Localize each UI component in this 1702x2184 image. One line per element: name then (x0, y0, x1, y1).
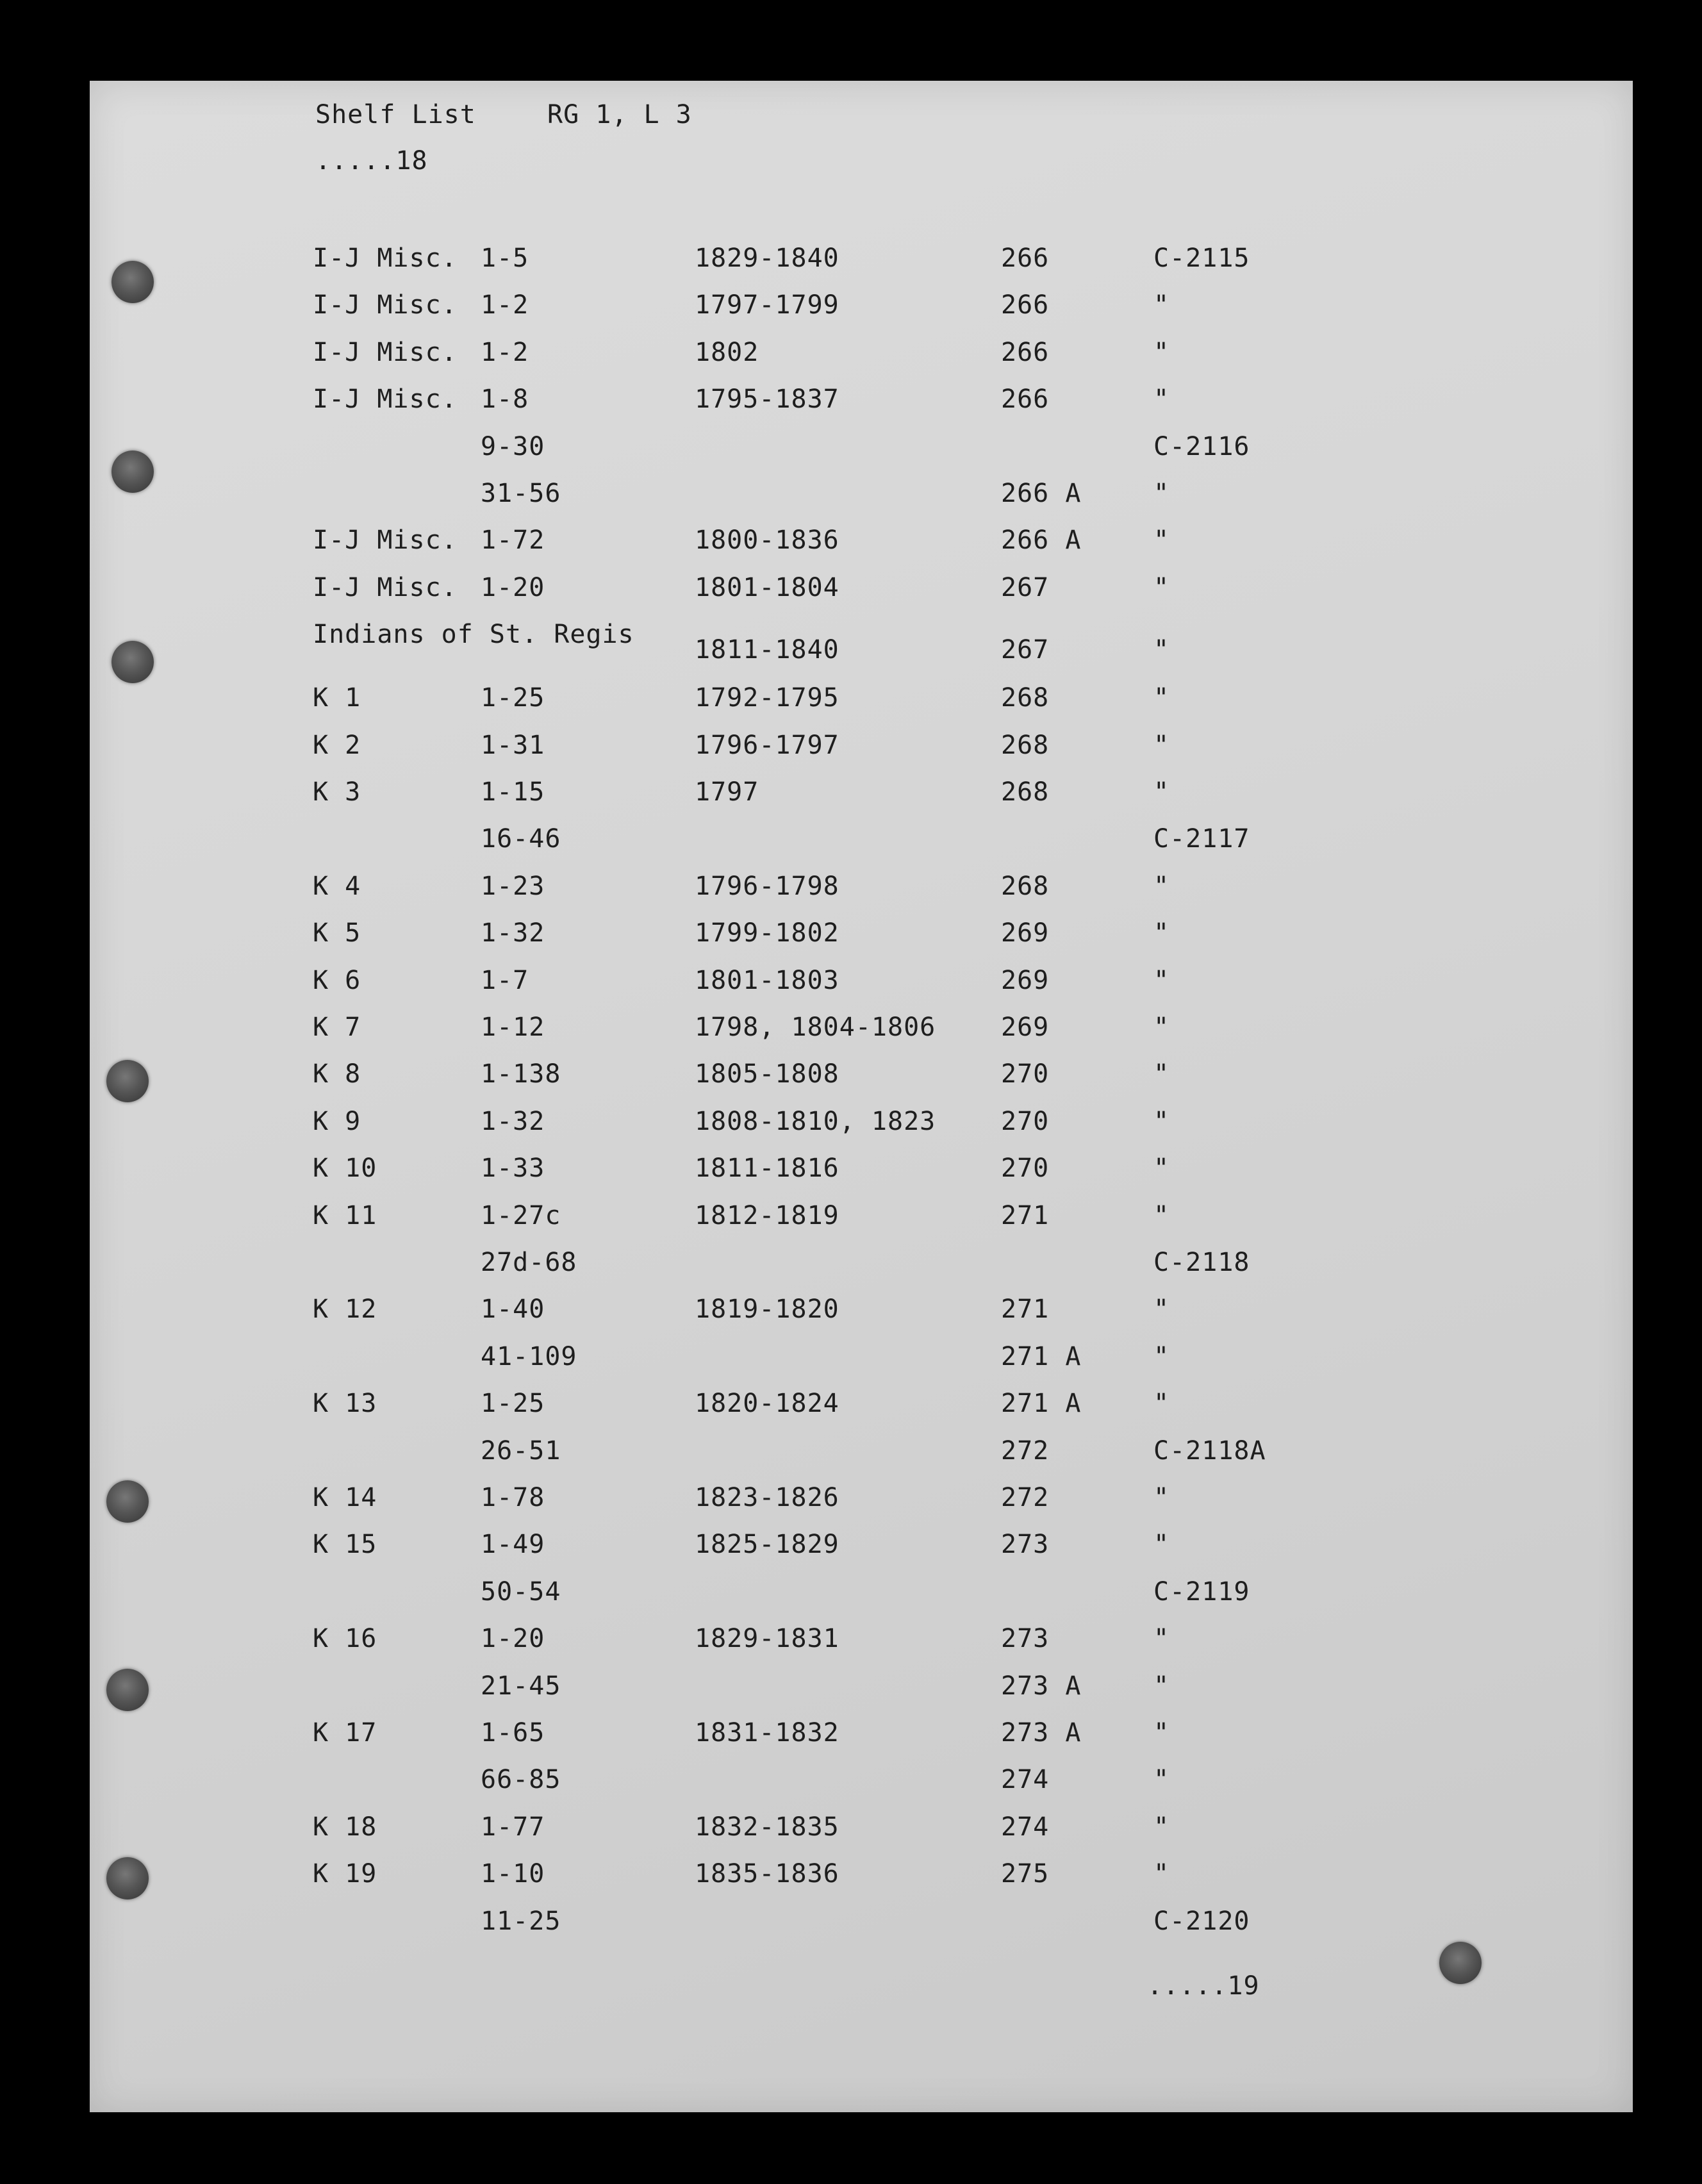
entry-dates: 1796-1798 (695, 872, 839, 901)
entry-name: Indians of St. Regis (313, 620, 634, 649)
entry-items: 31-56 (481, 479, 561, 508)
entry-name: K 15 (313, 1530, 377, 1559)
entry-items: 16-46 (481, 824, 561, 854)
table-row (0, 776, 1702, 823)
entry-dates: 1819-1820 (695, 1295, 839, 1324)
entry-items: 1-2 (481, 290, 529, 320)
entry-items: 26-51 (481, 1436, 561, 1466)
entry-items: 27d-68 (481, 1248, 577, 1277)
entry-name: K 2 (313, 731, 361, 760)
entry-name: K 16 (313, 1624, 377, 1653)
table-row (0, 1152, 1702, 1200)
entry-reel: " (1153, 872, 1170, 901)
entry-reel: " (1153, 1107, 1170, 1136)
table-row (0, 1811, 1702, 1858)
table-row (0, 1905, 1702, 1953)
entry-items: 1-32 (481, 918, 545, 948)
table-row (0, 336, 1702, 384)
entry-name: K 1 (313, 683, 361, 713)
table-row (0, 1011, 1702, 1059)
entry-name: I-J Misc. (313, 244, 458, 273)
entry-box: 269 (1001, 1013, 1050, 1042)
entry-dates: 1805-1808 (695, 1059, 839, 1089)
entry-dates: 1820-1824 (695, 1389, 839, 1418)
table-row (0, 1058, 1702, 1105)
entry-name: K 5 (313, 918, 361, 948)
entry-box: 274 (1001, 1765, 1050, 1794)
entry-dates: 1797-1799 (695, 290, 839, 320)
entry-reel: " (1153, 777, 1170, 807)
entry-items: 1-8 (481, 385, 529, 414)
entry-name: K 6 (313, 966, 361, 995)
entry-items: 1-32 (481, 1107, 545, 1136)
entry-dates: 1795-1837 (695, 385, 839, 414)
entry-box: 270 (1001, 1154, 1050, 1183)
entry-box: 275 (1001, 1859, 1050, 1889)
entry-reel: C-2119 (1153, 1577, 1250, 1607)
entry-dates: 1799-1802 (695, 918, 839, 948)
entry-box: 273 A (1001, 1671, 1082, 1701)
entry-name: K 11 (313, 1201, 377, 1230)
entry-items: 11-25 (481, 1907, 561, 1936)
entry-box: 270 (1001, 1107, 1050, 1136)
entry-box: 271 (1001, 1201, 1050, 1230)
entry-dates: 1825-1829 (695, 1530, 839, 1559)
entry-items: 1-78 (481, 1483, 545, 1512)
entry-reel: C-2120 (1153, 1907, 1250, 1936)
entry-box: 268 (1001, 683, 1050, 713)
entry-dates: 1829-1840 (695, 244, 839, 273)
entry-reel: " (1153, 1765, 1170, 1794)
entry-name: K 17 (313, 1718, 377, 1748)
table-row (0, 1670, 1702, 1717)
table-row (0, 1528, 1702, 1576)
entry-box: 269 (1001, 918, 1050, 948)
entry-items: 1-77 (481, 1812, 545, 1842)
entry-reel: " (1153, 338, 1170, 367)
table-row (0, 1623, 1702, 1670)
table-row (0, 1764, 1702, 1811)
table-row (0, 870, 1702, 918)
entry-name: I-J Misc. (313, 290, 458, 320)
entry-box: 271 A (1001, 1389, 1082, 1418)
entry-reel: " (1153, 1389, 1170, 1418)
entry-reel: " (1153, 1859, 1170, 1889)
entry-items: 1-7 (481, 966, 529, 995)
entry-name: K 18 (313, 1812, 377, 1842)
entry-box: 266 (1001, 338, 1050, 367)
entry-reel: C-2115 (1153, 244, 1250, 273)
table-row (0, 682, 1702, 729)
table-row (0, 289, 1702, 336)
table-row (0, 1246, 1702, 1294)
entry-name: K 13 (313, 1389, 377, 1418)
entry-box: 270 (1001, 1059, 1050, 1089)
entry-items: 1-10 (481, 1859, 545, 1889)
entry-name: K 14 (313, 1483, 377, 1512)
table-row (0, 1717, 1702, 1764)
table-row (0, 618, 1702, 666)
entry-name: I-J Misc. (313, 385, 458, 414)
entry-name: K 3 (313, 777, 361, 807)
continued-from-label: .....18 (315, 146, 428, 176)
table-row (0, 383, 1702, 431)
entry-box: 271 (1001, 1295, 1050, 1324)
table-row (0, 242, 1702, 290)
table-row (0, 1200, 1702, 1247)
entry-dates: 1812-1819 (695, 1201, 839, 1230)
entry-reel: " (1153, 635, 1170, 665)
entry-dates: 1796-1797 (695, 731, 839, 760)
entry-dates: 1801-1803 (695, 966, 839, 995)
entry-reel: " (1153, 479, 1170, 508)
entry-dates: 1831-1832 (695, 1718, 839, 1748)
entry-reel: " (1153, 1624, 1170, 1653)
entry-reel: " (1153, 1530, 1170, 1559)
entry-reel: " (1153, 731, 1170, 760)
entry-name: K 12 (313, 1295, 377, 1324)
entry-name: K 9 (313, 1107, 361, 1136)
entry-dates: 1829-1831 (695, 1624, 839, 1653)
entry-reel: " (1153, 1154, 1170, 1183)
entry-items: 1-138 (481, 1059, 561, 1089)
entry-reel: " (1153, 683, 1170, 713)
entry-reel: C-2116 (1153, 432, 1250, 461)
entry-reel: " (1153, 1201, 1170, 1230)
entry-box: 272 (1001, 1436, 1050, 1466)
entry-name: K 4 (313, 872, 361, 901)
entry-box: 271 A (1001, 1342, 1082, 1371)
entry-items: 1-25 (481, 1389, 545, 1418)
entry-reel: C-2117 (1153, 824, 1250, 854)
entry-box: 266 A (1001, 525, 1082, 555)
entry-box: 273 (1001, 1624, 1050, 1653)
entry-reel: " (1153, 1718, 1170, 1748)
entry-reel: " (1153, 1342, 1170, 1371)
table-row (0, 477, 1702, 525)
entry-reel: " (1153, 573, 1170, 602)
table-row (0, 964, 1702, 1012)
entry-items: 1-40 (481, 1295, 545, 1324)
entry-reel: " (1153, 385, 1170, 414)
entry-box: 272 (1001, 1483, 1050, 1512)
table-row (0, 1858, 1702, 1905)
record-group-label: RG 1, L 3 (547, 100, 692, 129)
entry-box: 266 (1001, 385, 1050, 414)
entry-name: K 8 (313, 1059, 361, 1089)
entry-dates: 1802 (695, 338, 759, 367)
entry-reel: " (1153, 290, 1170, 320)
entry-items: 50-54 (481, 1577, 561, 1607)
entry-items: 1-72 (481, 525, 545, 555)
table-row (0, 1435, 1702, 1482)
entry-box: 267 (1001, 635, 1050, 665)
entry-name: K 7 (313, 1013, 361, 1042)
table-row (0, 823, 1702, 870)
entry-reel: C-2118 (1153, 1248, 1250, 1277)
entry-reel: " (1153, 966, 1170, 995)
table-row (0, 524, 1702, 572)
entry-items: 1-25 (481, 683, 545, 713)
table-row (0, 729, 1702, 777)
entry-items: 9-30 (481, 432, 545, 461)
entry-reel: " (1153, 1013, 1170, 1042)
table-row (0, 917, 1702, 964)
entry-reel: " (1153, 1483, 1170, 1512)
entry-dates: 1811-1816 (695, 1154, 839, 1183)
entry-box: 273 A (1001, 1718, 1082, 1748)
entry-items: 1-33 (481, 1154, 545, 1183)
entry-reel: C-2118A (1153, 1436, 1266, 1466)
entry-name: K 19 (313, 1859, 377, 1889)
continued-on-label: .....19 (1147, 1971, 1260, 2001)
entry-items: 1-65 (481, 1718, 545, 1748)
entry-items: 1-5 (481, 244, 529, 273)
table-row (0, 1482, 1702, 1529)
entry-reel: " (1153, 525, 1170, 555)
entry-items: 1-2 (481, 338, 529, 367)
entry-box: 269 (1001, 966, 1050, 995)
entry-box: 268 (1001, 777, 1050, 807)
entry-name: K 10 (313, 1154, 377, 1183)
entry-reel: " (1153, 1671, 1170, 1701)
entry-dates: 1798, 1804-1806 (695, 1013, 936, 1042)
entry-items: 1-31 (481, 731, 545, 760)
entry-items: 1-49 (481, 1530, 545, 1559)
entry-items: 1-20 (481, 1624, 545, 1653)
entry-items: 1-15 (481, 777, 545, 807)
entry-box: 268 (1001, 731, 1050, 760)
entry-box: 266 (1001, 290, 1050, 320)
table-row (0, 572, 1702, 619)
table-row (0, 1341, 1702, 1388)
table-row (0, 1293, 1702, 1341)
table-row (0, 1576, 1702, 1623)
entry-dates: 1801-1804 (695, 573, 839, 602)
entry-box: 267 (1001, 573, 1050, 602)
entry-reel: " (1153, 1295, 1170, 1324)
entry-items: 1-23 (481, 872, 545, 901)
entry-name: I-J Misc. (313, 525, 458, 555)
entry-items: 66-85 (481, 1765, 561, 1794)
entry-items: 1-20 (481, 573, 545, 602)
entry-items: 41-109 (481, 1342, 577, 1371)
entry-dates: 1797 (695, 777, 759, 807)
entry-box: 273 (1001, 1530, 1050, 1559)
entry-dates: 1792-1795 (695, 683, 839, 713)
entry-reel: " (1153, 918, 1170, 948)
shelf-list-title: Shelf List (315, 100, 476, 129)
entry-items: 1-27c (481, 1201, 561, 1230)
entry-reel: " (1153, 1812, 1170, 1842)
entry-dates: 1835-1836 (695, 1859, 839, 1889)
entry-box: 274 (1001, 1812, 1050, 1842)
entry-box: 266 A (1001, 479, 1082, 508)
entry-items: 1-12 (481, 1013, 545, 1042)
entry-dates: 1808-1810, 1823 (695, 1107, 936, 1136)
entry-dates: 1832-1835 (695, 1812, 839, 1842)
entry-box: 268 (1001, 872, 1050, 901)
entry-dates: 1811-1840 (695, 635, 839, 665)
table-row (0, 1105, 1702, 1153)
entry-name: I-J Misc. (313, 338, 458, 367)
entry-dates: 1800-1836 (695, 525, 839, 555)
table-row (0, 431, 1702, 478)
entry-box: 266 (1001, 244, 1050, 273)
entry-items: 21-45 (481, 1671, 561, 1701)
entry-dates: 1823-1826 (695, 1483, 839, 1512)
entry-reel: " (1153, 1059, 1170, 1089)
entry-name: I-J Misc. (313, 573, 458, 602)
table-row (0, 1387, 1702, 1435)
